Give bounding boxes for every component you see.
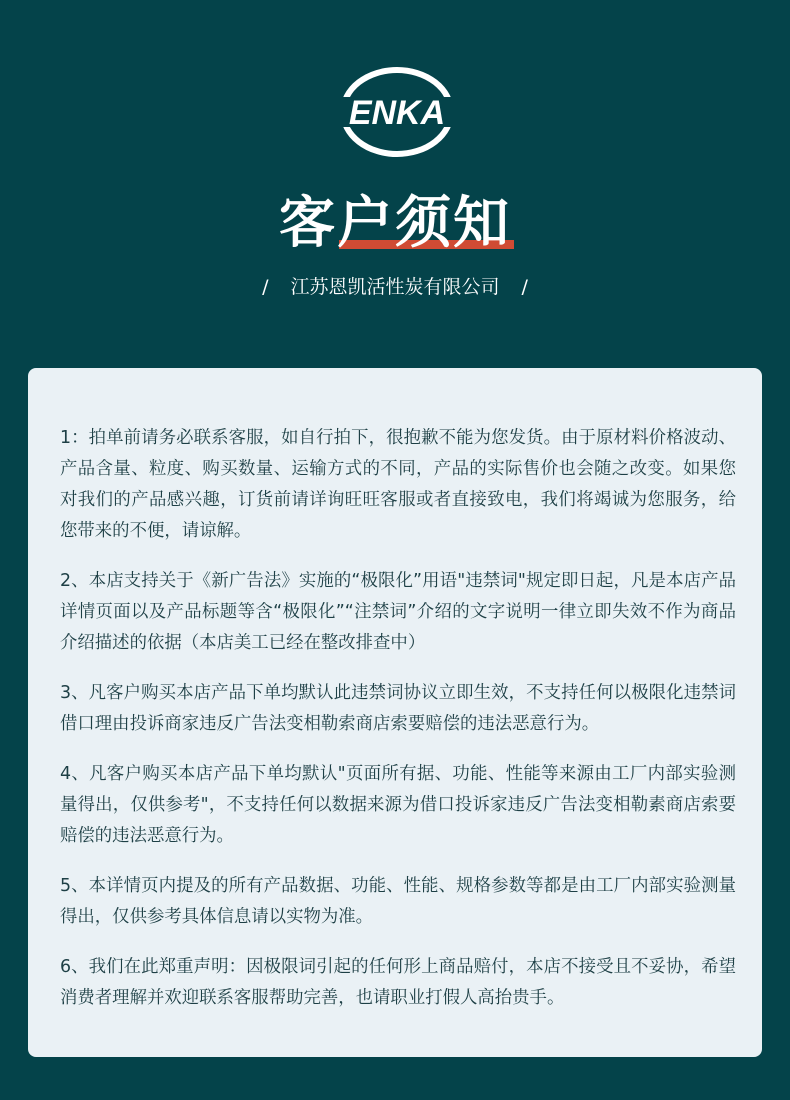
notice-item-4: 4、凡客户购买本店产品下单均默认"页面所有据、功能、性能等来源由工厂内部实验测量得出，仅供参考"，不支持任何以数据来源为借口投诉家违反广告法变相勒素商店索要赔偿的违法恶意行为。 [60, 764, 736, 846]
page-title [0, 186, 790, 262]
enka-logo-graphic [335, 63, 459, 161]
enka-logo [335, 63, 459, 161]
logo-text: ENKA [348, 94, 446, 132]
company-name: 江苏恩凯活性炭有限公司 [290, 276, 500, 298]
notice-card [28, 368, 762, 1057]
notice-list [60, 423, 736, 1033]
page-title-text: 客户须知 [279, 191, 511, 256]
notice-item-3: 3、凡客户购买本店产品下单均默认此违禁词协议立即生效，不支持任何以极限化违禁词借口理由投诉商家违反广告法变相勒索商店索要赔偿的违法恶意行为。 [60, 683, 736, 734]
notice-item-5: 5、本详情页内提及的所有产品数据、功能、性能、规格参数等都是由工厂内部实验测量得出，仅供参考具体信息请以实物为准。 [60, 876, 736, 927]
notice-item-6: 6、我们在此郑重声明：因极限词引起的任何形上商品赔付，本店不接受且不妥协，希望消费者理解并欢迎联系客服帮助完善，也请职业打假人高抬贵手。 [60, 957, 736, 1008]
notice-item-2: 2、本店支持关于《新广告法》实施的“极限化”用语"违禁词"规定即日起，凡是本店产品详情页面以及产品标题等含“极限化”“注禁词”介绍的文字说明一律立即失效不作为商品介绍描述的依据（本店美工已经在整改排查中） [60, 571, 736, 653]
slash-left: / [262, 276, 269, 298]
slash-right: / [521, 276, 528, 298]
notice-item-1: 1：拍单前请务必联系客服，如自行拍下，很抱歉不能为您发货。由于原材料价格波动、产品含量、粒度、购买数量、运输方式的不同，产品的实际售价也会随之改变。如果您对我们的产品感兴趣，订货前请详询旺旺客服或者直接致电，我们将竭诚为您服务，给您带来的不便，请谅解。 [60, 428, 736, 541]
company-subtitle [0, 272, 790, 302]
